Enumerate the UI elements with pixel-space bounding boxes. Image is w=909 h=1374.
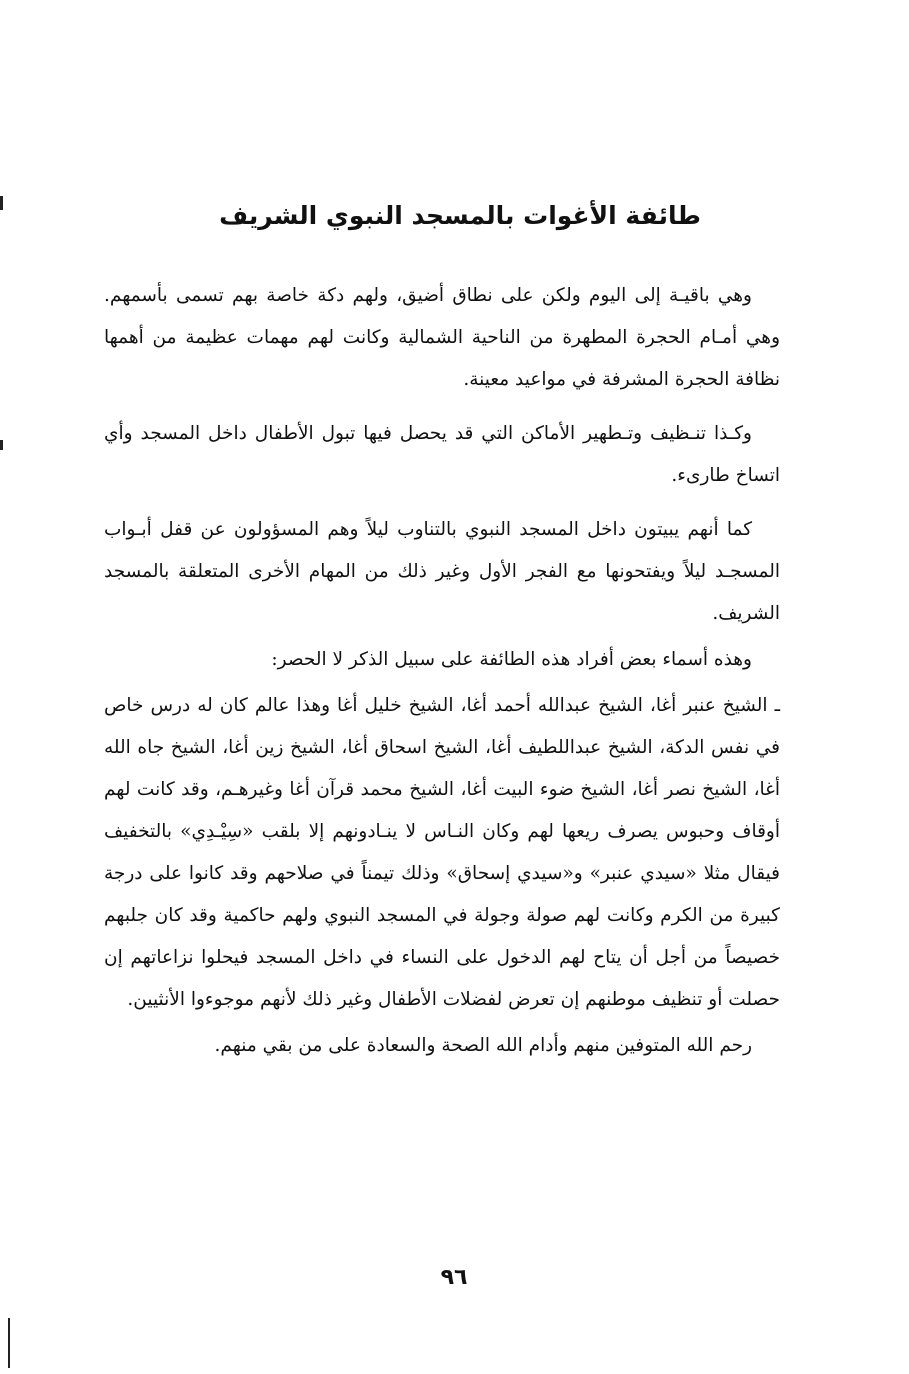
- paragraph: رحم الله المتوفين منهم وأدام الله الصحة والسعادة على من بقي منهم.: [214, 1035, 752, 1056]
- body-text: [104, 275, 780, 1067]
- margin-mark: [0, 440, 3, 450]
- paragraph: وهي باقيـة إلى اليوم ولكن على نطاق أضيق، ولهم دكة خاصة بهم تسمى بأسمهم. وهي أمـام الحجرة المطهرة من الناحية الشمالية وكانت لهم مهمات عظيمة من أهمها نظافة الحجرة المشرفة في مواعيد معينة.: [104, 285, 780, 390]
- paragraph: وهذه أسماء بعض أفراد هذه الطائفة على سبيل الذكر لا الحصر:: [271, 649, 752, 670]
- margin-mark: [8, 1318, 10, 1368]
- paragraph: كما أنهم يبيتون داخل المسجد النبوي بالتناوب ليلاً وهم المسؤولون عن قفل أبـواب المسجـد ليلاً ويفتحونها مع الفجر الأول وغير ذلك من المهام الأخرى المتعلقة بالمسجد الشريف.: [104, 519, 780, 624]
- page-number: ٩٦: [440, 1265, 468, 1290]
- margin-mark: [0, 196, 3, 210]
- paragraph: ـ الشيخ عنبر أغا، الشيخ عبدالله أحمد أغا، الشيخ خليل أغا وهذا عالم كان له درس خاص في نفس الدكة، الشيخ عبداللطيف أغا، الشيخ اسحاق أغا، الشيخ زين أغا، الشيخ جاه الله أغا، الشيخ نصر أغا، الشيخ ضوء البيت أغا، الشيخ محمد قرآن أغا وغيرهـم، وقد كانت لهم أوقاف وحبوس يصرف ريعها لهم وكان النـاس لا ينـادونهم إلا بلقب «سِيْـدِي» بالتخفيف فيقال مثلا «سيدي عنبر» و«سيدي إسحاق» وذلك تيمناً في صلاحهم وقد كانوا على درجة كبيرة من الكرم وكانت لهم صولة وجولة في المسجد النبوي ولهم حاكمية وقد كان جلبهم خصيصاً من أجل أن يتاح لهم الدخول على النساء في داخل المسجد فيحلوا نزاعاتهم إن حصلت أو تنظيف موطنهم إن تعرض لفضلات الأطفال وغير ذلك لأنهم موجوءوا الأنثيين.: [104, 695, 780, 1010]
- paragraph: وكـذا تنـظيف وتـطهير الأماكن التي قد يحصل فيها تبول الأطفال داخل المسجد وأي اتساخ طارىء.: [104, 423, 780, 486]
- page-title: طائفة الأغوات بالمسجد النبوي الشريف: [219, 201, 701, 230]
